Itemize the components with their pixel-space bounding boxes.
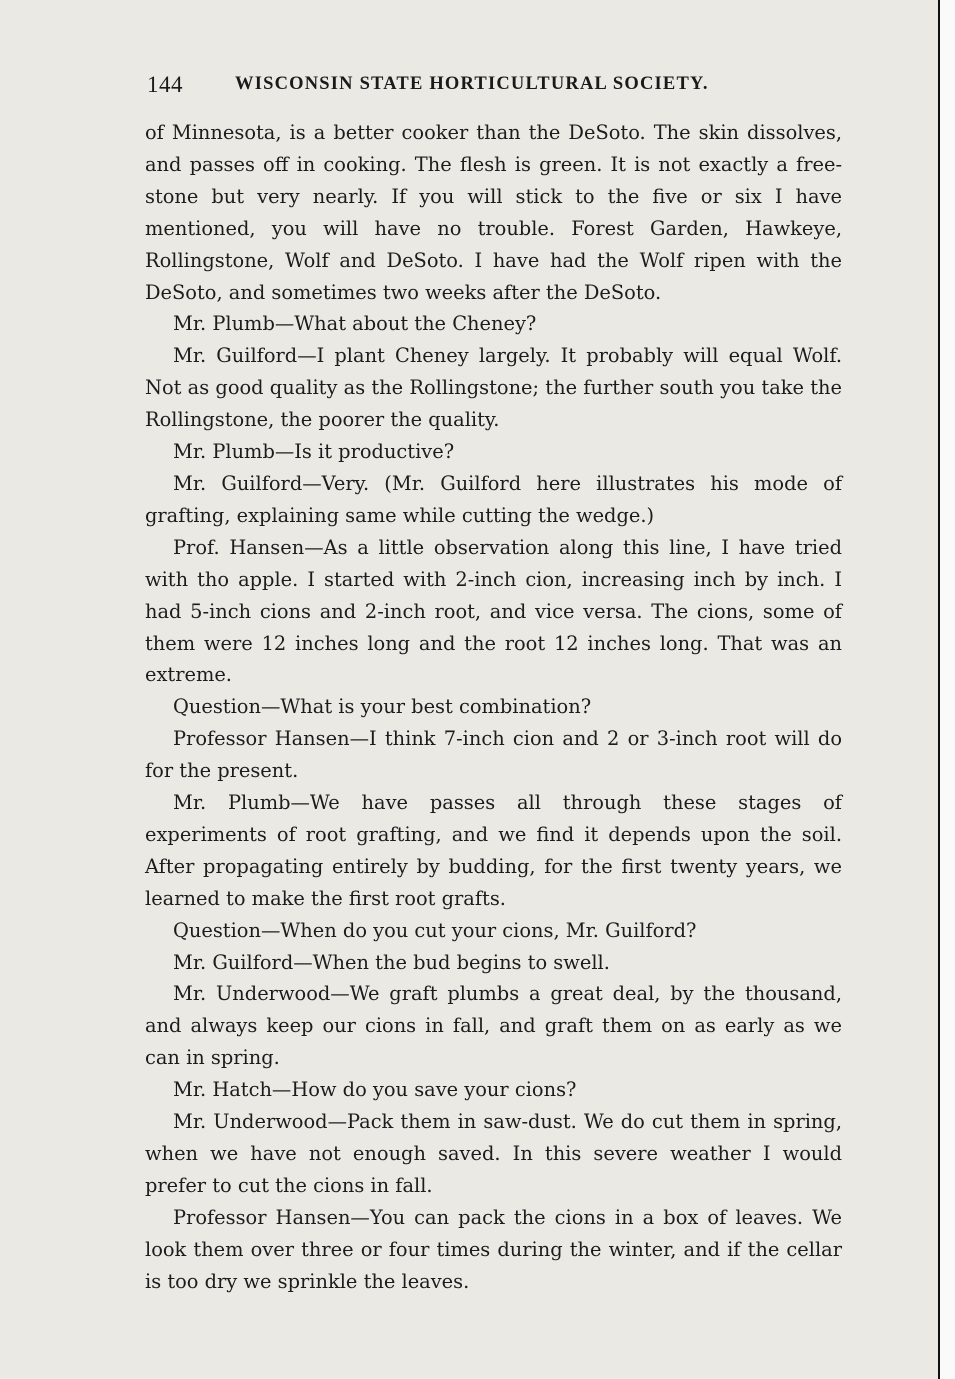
paragraph: Mr. Guilford—When the bud begins to swell. <box>173 950 610 974</box>
page-edge-line <box>938 0 940 1379</box>
paragraph-continued: of Minnesota, is a better cooker than the DeSoto. The skin dissolves, and passes off in cooking. The flesh is green. It is not exactly a free-stone but very nearly. If you will stick to the five or six I have mentioned, you will have no trouble. Forest Garden, Hawkeye, Rollingstone, Wolf and DeSoto. I have had the Wolf ripen with the DeSoto, and sometimes two weeks after the DeSoto. <box>145 121 842 304</box>
paragraph: Mr. Guilford—I plant Cheney largely. It probably will equal Wolf. Not as good quality as the Rollingstone; the further south you take the Rollingstone, the poorer the quality. <box>145 344 842 432</box>
paragraph: Mr. Plumb—Is it productive? <box>173 440 455 464</box>
paragraph: Mr. Underwood—We graft plumbs a great deal, by the thousand, and always keep our cions in fall, and graft them on as early as we can in spring. <box>145 982 842 1070</box>
paragraph: Professor Hansen—You can pack the cions in a box of leaves. We look them over three or four times during the winter, and if the cellar is too dry we sprinkle the leaves. <box>145 1205 842 1293</box>
page-number: 144 <box>147 72 183 97</box>
paragraph: Mr. Underwood—Pack them in saw-dust. We do cut them in spring, when we have not enough saved. In this severe weather I would prefer to cut the cions in fall. <box>145 1110 842 1197</box>
page-header <box>147 70 847 100</box>
paragraph: Mr. Plumb—What about the Cheney? <box>173 312 537 336</box>
paragraph: Mr. Guilford—Very. (Mr. Guilford here illustrates his mode of grafting, explaining same while cutting the wedge.) <box>145 471 842 527</box>
paragraph: Mr. Hatch—How do you save your cions? <box>173 1078 577 1102</box>
paragraph: Question—What is your best combination? <box>173 695 592 719</box>
body-text <box>145 117 842 1298</box>
paragraph: Question—When do you cut your cions, Mr. Guilford? <box>173 918 697 942</box>
scan-margin <box>938 0 955 1379</box>
running-head: WISCONSIN STATE HORTICULTURAL SOCIETY. <box>235 74 709 94</box>
paragraph: Prof. Hansen—As a little observation along this line, I have tried with tho apple. I started with 2-inch cion, increasing inch by inch. I had 5-inch cions and 2-inch root, and vice versa. The cions, some of them were 12 inches long and the root 12 inches long. That was an extreme. <box>145 535 842 687</box>
paragraph: Professor Hansen—I think 7-inch cion and 2 or 3-inch root will do for the present. <box>145 727 842 783</box>
paragraph: Mr. Plumb—We have passes all through these stages of experiments of root grafting, and we find it depends upon the soil. After propagating entirely by budding, for the first twenty years, we learned to make the first root grafts. <box>145 791 842 910</box>
